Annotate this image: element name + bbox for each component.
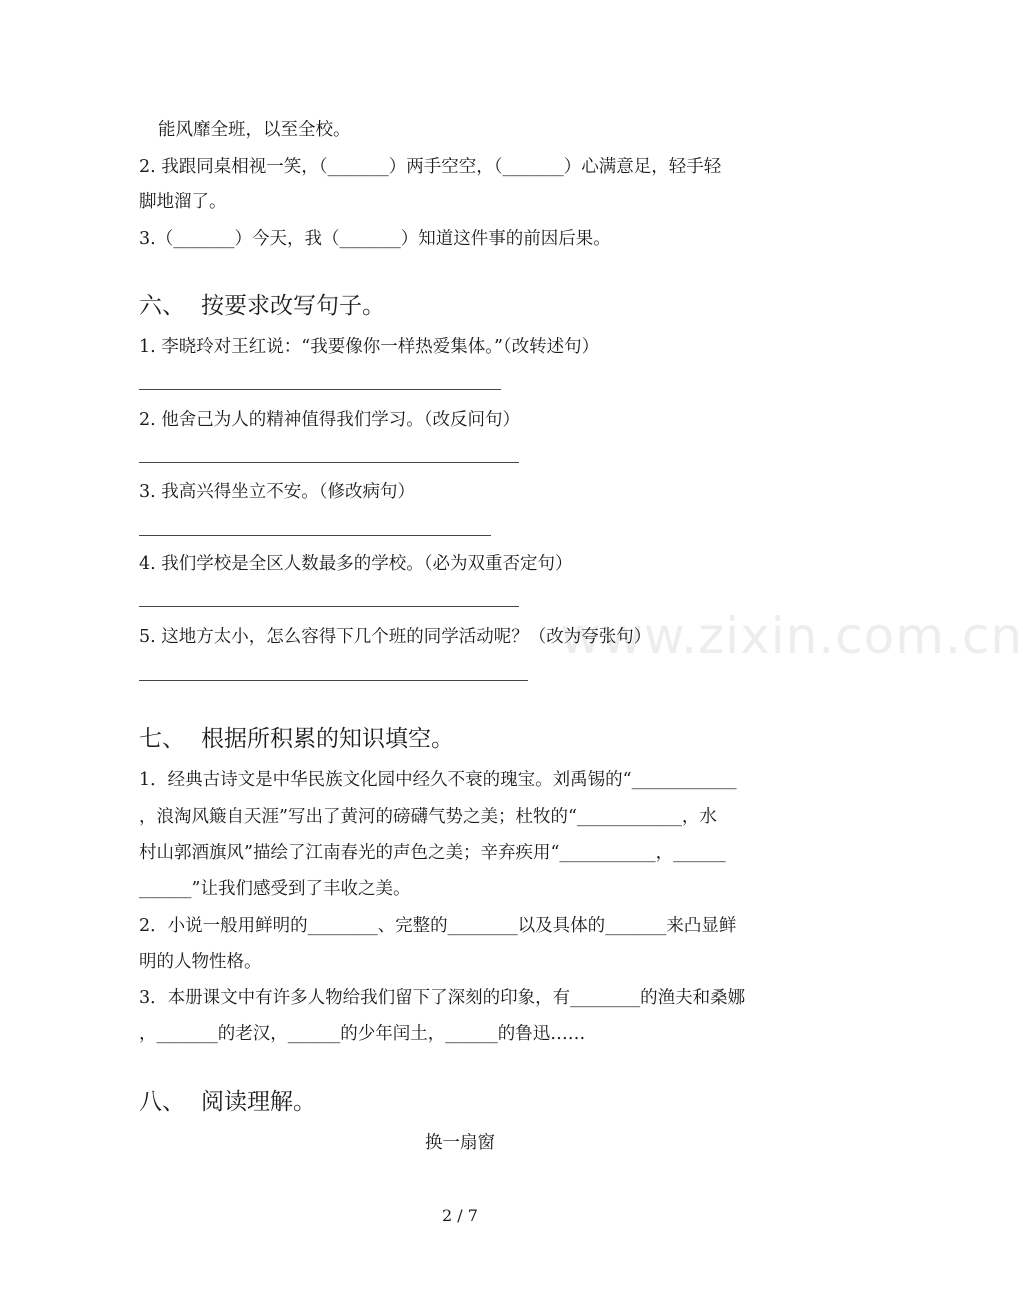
section-title: 按要求改写句子。 — [201, 293, 385, 319]
fill-paragraph-line: 2．小说一般用鲜明的________、完整的________以及具体的_______来凸显鲜 — [139, 916, 737, 936]
section-number: 六、 — [139, 293, 185, 319]
answer-line-4[interactable] — [139, 606, 519, 607]
fill-paragraph-line: 明的人物性格。 — [139, 952, 262, 972]
section-title: 阅读理解。 — [201, 1089, 316, 1115]
article-title: 换一扇窗 — [425, 1133, 495, 1153]
fill-paragraph-line: 村山郭酒旗风”描绘了江南春光的声色之美；辛弃疾用“___________，______ — [139, 843, 726, 863]
fill-paragraph-line: ______”让我们感受到了丰收之美。 — [139, 879, 411, 899]
section-7-heading — [139, 724, 454, 754]
watermark: www.zixin.com.cn — [560, 607, 1023, 665]
rewrite-question-2: 2. 他舍己为人的精神值得我们学习。（改反问句） — [139, 410, 521, 430]
answer-line-1[interactable] — [139, 389, 501, 390]
line-continuation: 能风靡全班，以至全校。 — [158, 120, 351, 140]
page-number: 2 / 7 — [442, 1206, 478, 1225]
question-2: 2. 我跟同桌相视一笑，（_______）两手空空，（_______）心满意足，轻手轻 — [139, 157, 722, 177]
answer-line-5[interactable] — [139, 680, 528, 681]
rewrite-question-1: 1. 李晓玲对王红说：“我要像你一样热爱集体。”（改转述句） — [139, 337, 600, 357]
rewrite-question-4: 4. 我们学校是全区人数最多的学校。（必为双重否定句） — [139, 554, 573, 574]
section-title: 根据所积累的知识填空。 — [201, 726, 454, 752]
rewrite-question-5: 5. 这地方太小，怎么容得下几个班的同学活动呢？（改为夸张句） — [139, 627, 652, 647]
answer-line-2[interactable] — [139, 462, 519, 463]
fill-paragraph-line: 1．经典古诗文是中华民族文化园中经久不衰的瑰宝。刘禹锡的“____________ — [139, 770, 737, 790]
question-2-cont: 脚地溜了。 — [139, 192, 227, 212]
question-3: 3.（_______）今天，我（_______）知道这件事的前因后果。 — [139, 229, 611, 249]
fill-paragraph-line: ，浪淘风簸自天涯”写出了黄河的磅礴气势之美；杜牧的“____________，水 — [139, 807, 717, 827]
section-8-heading — [139, 1087, 316, 1117]
answer-line-3[interactable] — [139, 535, 491, 536]
fill-paragraph-line: 3．本册课文中有许多人物给我们留下了深刻的印象，有________的渔夫和桑娜 — [139, 988, 746, 1008]
section-number: 八、 — [139, 1089, 185, 1115]
section-6-heading — [139, 291, 385, 321]
rewrite-question-3: 3. 我高兴得坐立不安。（修改病句） — [139, 482, 416, 502]
section-number: 七、 — [139, 726, 185, 752]
fill-paragraph-line: ，_______的老汉，______的少年闰土，______的鲁迅…… — [139, 1024, 586, 1044]
